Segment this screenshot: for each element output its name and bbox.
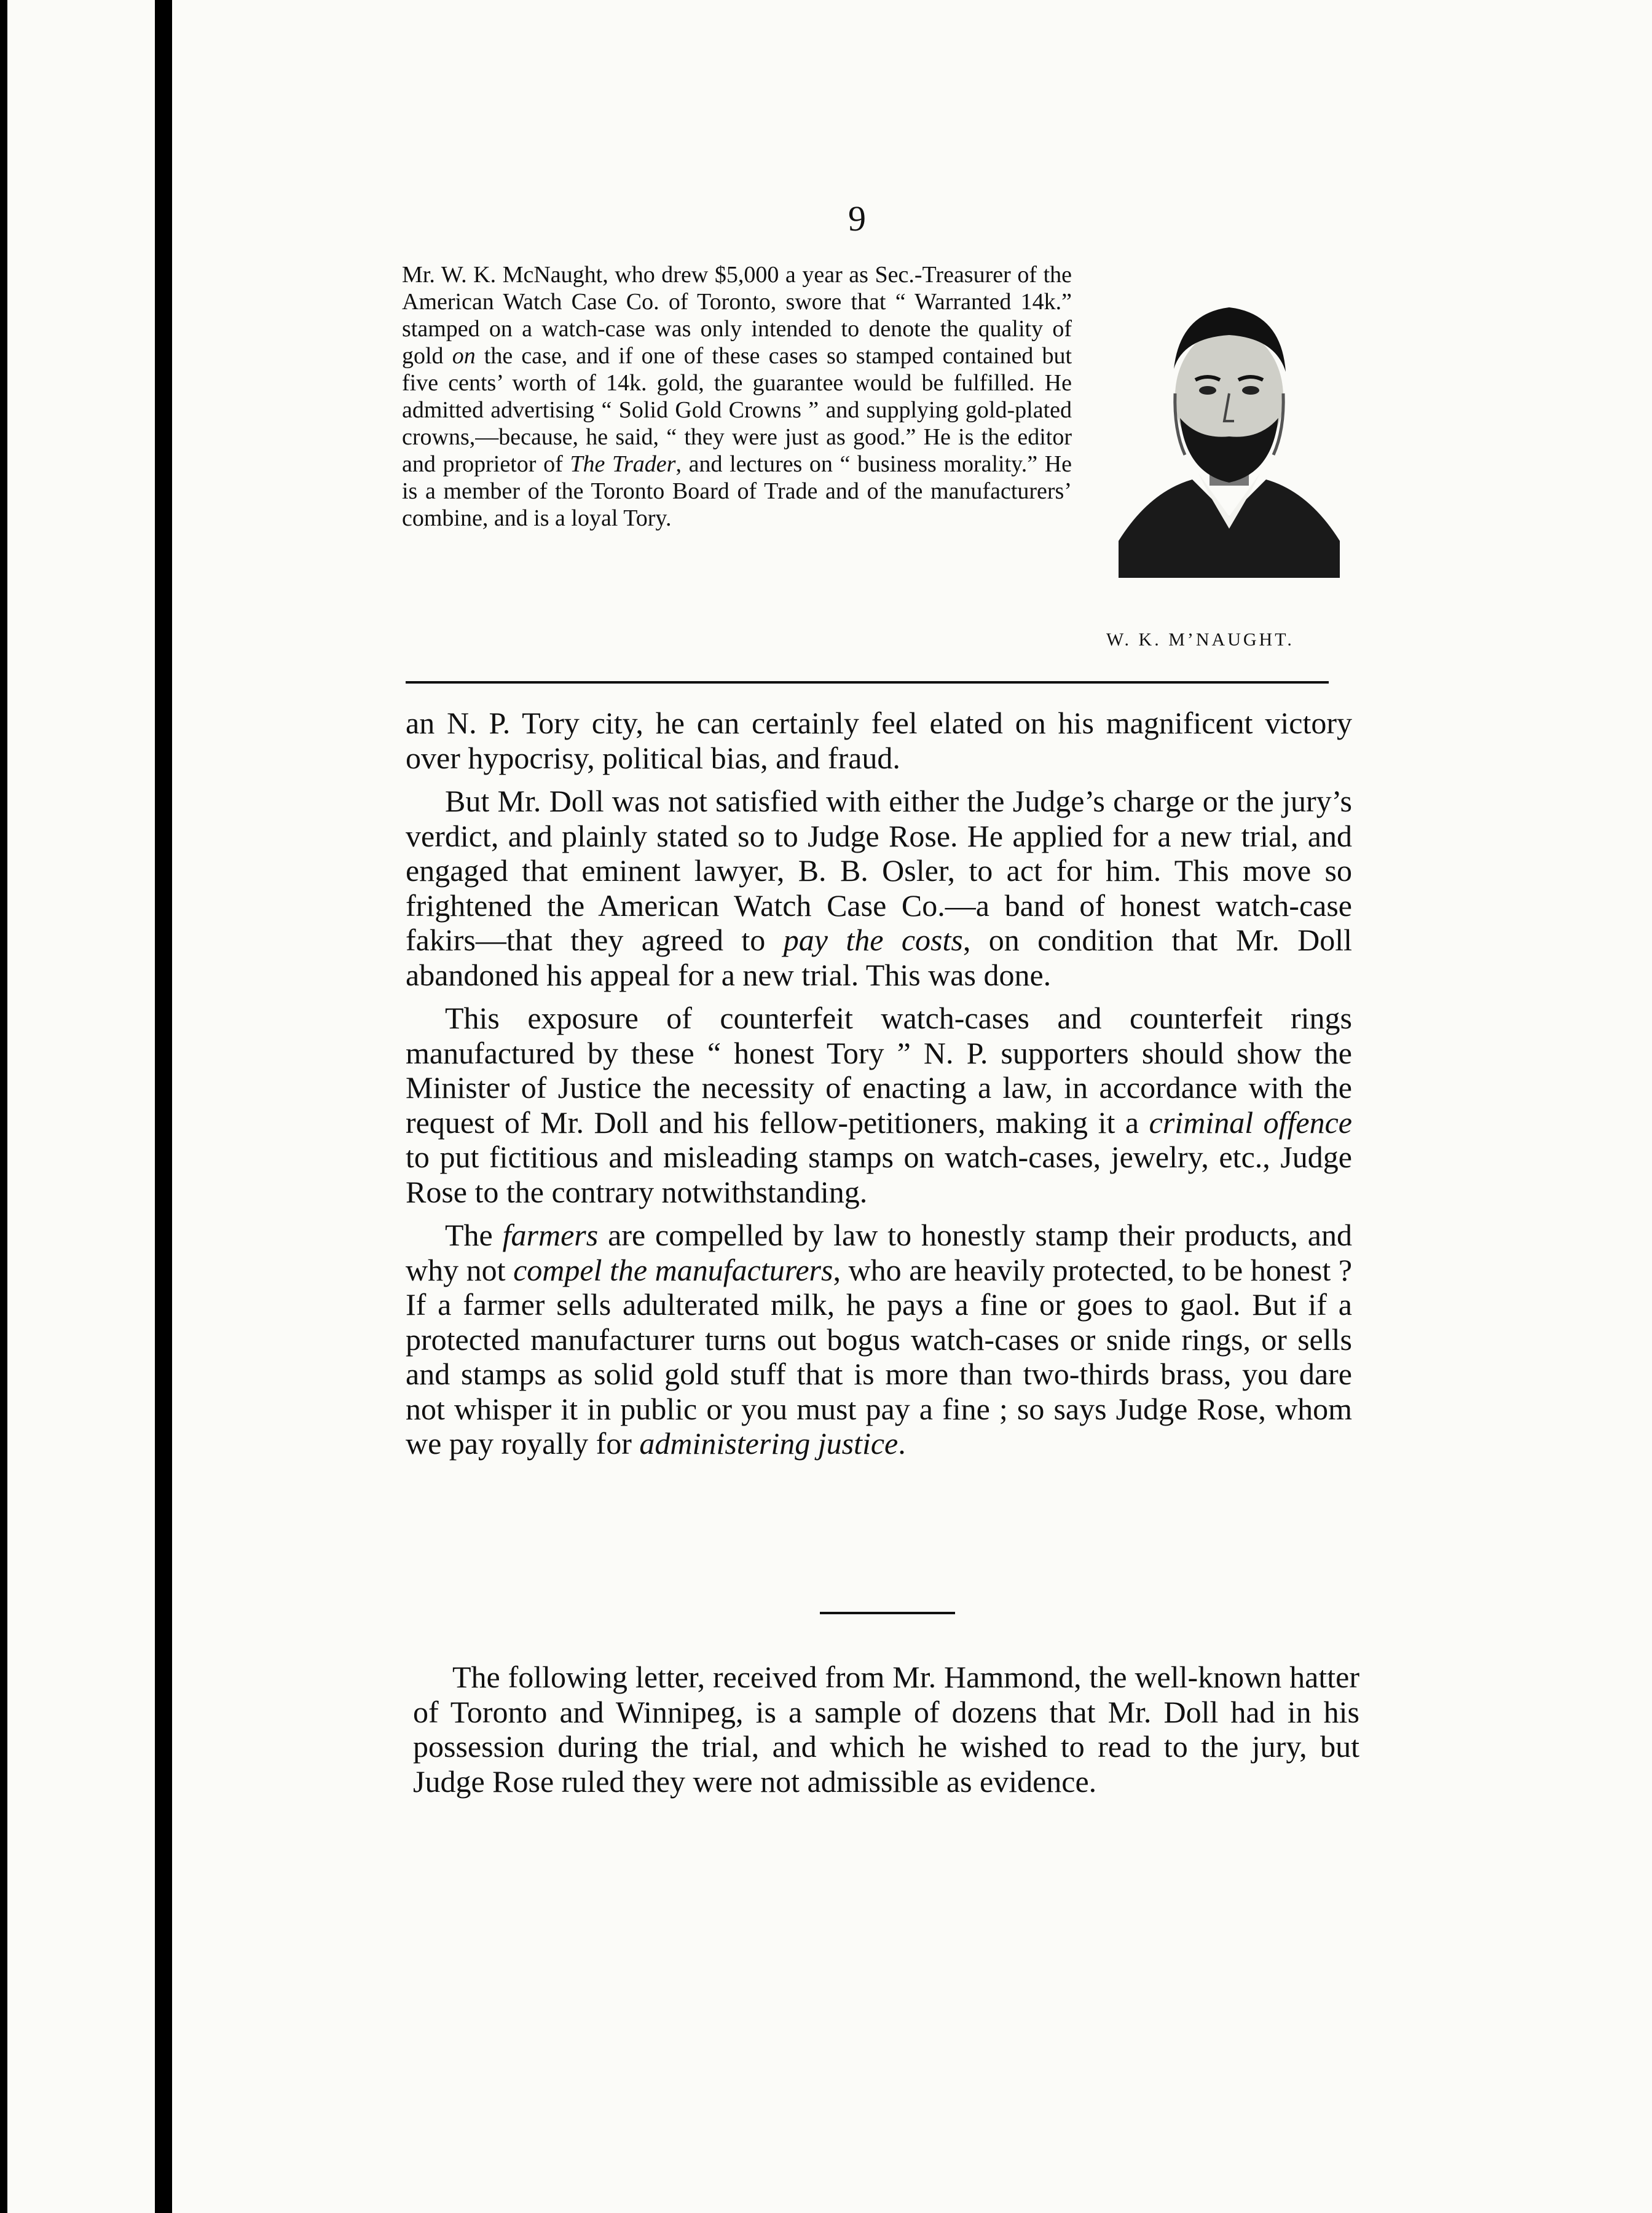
sidebar-text-b: the case, and if one of these cases so stamped contained but five cents’ worth of 14k. gold, the guarantee would be fulfilled. He admitted advertising “ Solid Gold Crowns ” and supplying gold-plated crowns,—because, he said, “ they were just as good.” He is the editor and proprietor of — [402, 343, 1072, 477]
sidebar-text-on: on — [452, 343, 476, 369]
paragraph-4-emphasis-3: administering justice — [639, 1426, 899, 1461]
paragraph-3-emphasis: criminal offence — [1149, 1105, 1352, 1140]
sidebar-text-trader: The Trader — [570, 451, 676, 477]
paragraph-4-text-a: The — [445, 1218, 503, 1252]
paragraph-4-text-d: . — [898, 1426, 906, 1461]
paragraph-3-text-b: to put fictitious and misleading stamps on watch-cases, jewelry, etc., Judge Rose to the contrary notwithstanding. — [406, 1140, 1352, 1209]
paragraph-4 — [406, 1218, 1352, 1461]
paragraph-4-text-b: are compelled by law to honestly stamp their products, and why not — [406, 1218, 1353, 1287]
short-divider — [820, 1612, 955, 1614]
paragraph-4-emphasis-1: farmers — [502, 1218, 599, 1252]
section-divider — [406, 681, 1329, 684]
paragraph-1: an N. P. Tory city, he can certainly feel elated on his magnificent victory over hypocrisy, political bias, and fraud. — [406, 706, 1352, 775]
page-number: 9 — [848, 199, 866, 239]
paragraph-2 — [406, 784, 1352, 992]
sidebar-text-c: , and lectures on “ business morality.” He is a member of the Toronto Board of Trade and of the manufacturers’ combine, and is a loyal Tory. — [402, 451, 1072, 531]
sidebar-text-a: Mr. W. K. McNaught, who drew $5,000 a year as Sec.-Treasurer of the American Watch Case Co. of Toronto, swore that “ Warranted 14k.” stamped on a watch-case was only intended to denote the quality of gold — [402, 262, 1072, 369]
portrait-engraving — [1112, 270, 1346, 590]
paragraph-2-text-a: But Mr. Doll was not satisfied with either the Judge’s charge or the jury’s verdict, and plainly stated so to Judge Rose. He applied for a new trial, and engaged that eminent lawyer, B. B. Osler, to act for him. This move so frightened the American Watch Case Co.—a band of honest watch-case fakirs—that they agreed to — [406, 784, 1352, 957]
adjacent-page-edge — [0, 0, 172, 2213]
letter-intro-paragraph: The following letter, received from Mr. Hammond, the well-known hatter of Toronto and Winnipeg, is a sample of dozens that Mr. Doll had in his possession during the trial, and which he wished to read to the jury, but Judge Rose ruled they were not admissible as evidence. — [413, 1660, 1359, 1799]
scan-border-left — [0, 0, 7, 2213]
portrait-caption: W. K. M’NAUGHT. — [1106, 629, 1294, 650]
paragraph-4-text-c: , who are heavily protected, to be honest ? If a farmer sells adulterated milk, he pays a fine or goes to gaol. But if a protected manufacturer turns out bogus watch-cases or snide rings, or sells and stamps as solid gold stuff that is more than two-thirds brass, you dare not whisper it in public or you must pay a fine ; so says Judge Rose, whom we pay royally for — [406, 1252, 1353, 1461]
paragraph-2-text-b: , on condition that Mr. Doll abandoned his appeal for a new trial. This was done. — [406, 923, 1353, 992]
paragraph-3 — [406, 1001, 1352, 1209]
main-body — [406, 706, 1352, 1470]
page-gutter — [155, 0, 172, 2213]
mcnaught-sidebar-paragraph — [402, 261, 1072, 532]
paragraph-2-emphasis: pay the costs — [783, 923, 963, 957]
paragraph-3-text-a: This exposure of counterfeit watch-cases and counterfeit rings manufactured by these “ honest Tory ” N. P. supporters should show the Minister of Justice the necessity of enacting a law, in accordance with the request of Mr. Doll and his fellow-petitioners, making it a — [406, 1001, 1352, 1140]
paragraph-4-emphasis-2: compel the manufacturers — [513, 1252, 833, 1287]
